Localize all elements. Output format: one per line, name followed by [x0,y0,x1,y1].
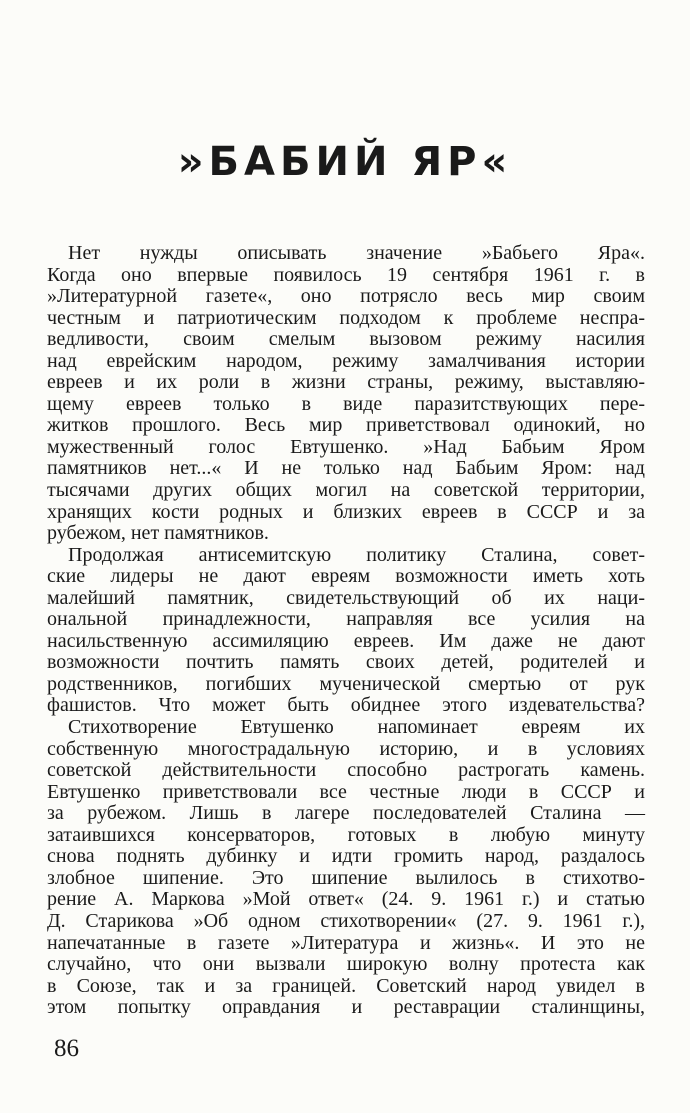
text-line: рение А. Маркова »Мой ответ« (24. 9. 1961 г.) и статью [47,888,645,911]
text-line: хранящих кости родных и близких евреев в СССР и за [47,500,645,523]
text-line: собственную многострадальную историю, и в условиях [47,737,645,760]
page-number: 86 [54,1035,79,1062]
text-line: ведливости, своим смелым вызовом режиму насилия [47,328,645,351]
text-line: советской действительности способно растрогать камень. [47,759,645,782]
text-line: фашистов. Что может быть обиднее этого издевательства? [47,694,645,717]
text-line: ональной принадлежности, направляя все усилия на [47,608,645,631]
text-line: насильственную ассимиляцию евреев. Им даже не дают [47,629,645,652]
paragraph [47,243,645,545]
text-line: этом попытку оправдания и реставрации сталинщины, [47,996,645,1019]
text-line: Когда оно впервые появилось 19 сентября 1961 г. в [47,263,645,286]
text-line: Продолжая антисемитскую политику Сталина, совет- [68,543,645,566]
text-line: за рубежом. Лишь в лагере последователей Сталина — [47,802,645,825]
text-line: затаившихся консерваторов, готовых в любую минуту [47,823,645,846]
chapter-title: »БАБИЙ ЯР« [177,139,513,185]
text-line: житков прошлого. Весь мир приветствовал одинокий, но [47,414,645,437]
text-line: рубежом, нет памятников. [47,522,269,545]
text-line: Нет нужды описывать значение »Бабьего Яра«. [68,242,645,264]
paragraph [47,545,645,717]
text-line: Стихотворение Евтушенко напоминает евреям их [68,716,645,739]
text-line: напечатанные в газете »Литература и жизнь«. И это не [47,931,645,954]
text-line: честным и патриотическим подходом к проблеме неспра- [47,306,645,329]
text-line: памятников нет...« И не только над Бабьим Яром: над [47,457,645,480]
text-block [47,243,645,1019]
text-line: тысячами других общих могил на советской территории, [47,479,645,502]
text-line: в Союзе, так и за границей. Советский народ увидел в [47,974,645,997]
text-line: снова поднять дубинку и идти громить народ, раздалось [47,845,645,868]
paragraph [47,717,645,1019]
text-line: евреев и их роли в жизни страны, режиму, выставляю- [47,371,645,394]
text-line: злобное шипение. Это шипение вылилось в стихотво- [47,866,645,889]
text-line: случайно, что они вызвали широкую волну протеста как [47,953,645,976]
text-line: над еврейским народом, режиму замалчивания истории [47,349,645,372]
text-line: родственников, погибших мученической смертью от рук [47,672,645,695]
text-line: щему евреев только в виде паразитствующих пере- [47,392,645,415]
text-line: »Литературной газете«, оно потрясло весь мир своим [47,285,645,308]
text-line: ские лидеры не дают евреям возможности иметь хоть [47,565,645,588]
text-line: мужественный голос Евтушенко. »Над Бабьим Яром [47,435,645,458]
text-line: Евтушенко приветствовали все честные люди в СССР и [47,780,645,803]
text-line: Д. Старикова »Об одном стихотворении« (27. 9. 1961 г.), [47,909,645,932]
text-line: возможности почтить память своих детей, родителей и [47,651,645,674]
text-line: малейший памятник, свидетельствующий об их наци- [47,586,645,609]
